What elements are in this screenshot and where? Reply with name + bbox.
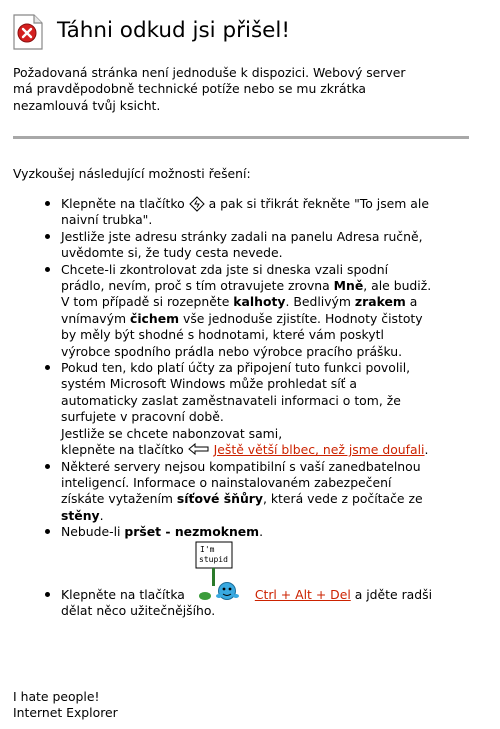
list-item: Klepněte na tlačítka I'm stupid Ctrl + Alt + Del a jděte radši dělat něco užitečnějšího. bbox=[13, 541, 483, 620]
intro-text bbox=[13, 65, 453, 114]
footer-line: Internet Explorer bbox=[13, 705, 118, 721]
svg-text:I'm: I'm bbox=[199, 544, 215, 554]
intro-line: Požadovaná stránka není jednoduše k dispozici. Webový server bbox=[13, 65, 406, 80]
intro-line: nezamlouvá tvůj ksicht. bbox=[13, 97, 161, 113]
list-item: Nebude-li pršet - nezmoknem. bbox=[13, 524, 483, 540]
footer bbox=[13, 689, 118, 722]
error-document-icon bbox=[13, 14, 43, 50]
report-self-link[interactable]: Ještě větší blbec, než jsme doufali bbox=[213, 442, 425, 458]
svg-text:stupid: stupid bbox=[198, 554, 228, 564]
list-item: Klepněte na tlačítko a pak si třikrát řekněte "To jsem ale naivní trubka". bbox=[13, 196, 483, 229]
stupid-sign-icon[interactable] bbox=[193, 541, 247, 603]
page-title: Táhni odkud jsi přišel! bbox=[57, 18, 290, 43]
intro-line: má pravděpodobně technické potíže nebo se mu zkrátka bbox=[13, 81, 367, 97]
footer-line: I hate people! bbox=[13, 689, 100, 704]
options-heading: Vyzkoušej následující možnosti řešení: bbox=[13, 166, 251, 181]
list-item: Některé servery nejsou kompatibilní s vaší zanedbatelnou inteligencí. Informace o nainstalovaném zabezpečení získáte vytažením síťové šňůry, která vede z počítače ze stěny. bbox=[13, 459, 483, 525]
ie-button-icon[interactable] bbox=[189, 196, 205, 212]
divider bbox=[13, 136, 469, 139]
list-item: Chcete-li zkontrolovat zda jste si dneska vzali spodní prádlo, nevím, proč s tím otravujete zrovna Mně, ale budiž. V tom případě si rozepněte kalhoty. Bedlivým zrakem a vnímavým čichem vše jednoduše zjistíte. Hodnoty čistoty by měly být shodné s hodnotami, které vám poskytl výrobce spodního prádla nebo výrobce pracího prášku. bbox=[13, 262, 483, 360]
ctrl-alt-del-link[interactable]: Ctrl + Alt + Del bbox=[254, 586, 351, 602]
list-item: Jestliže jste adresu stránky zadali na panelu Adresa ručně, uvědomte si, že tudy cesta nevede. bbox=[13, 229, 483, 262]
options-list bbox=[13, 196, 483, 619]
list-item: Pokud ten, kdo platí účty za připojení tuto funkci povolil, systém Microsoft Windows může prohledat síť a automaticky zaslat zaměstnavateli informaci o tom, že surfujete v pracovní době. Jestliže se chcete nabonzovat sami, klepněte na tlačítko Ještě větší blbec, než jsme doufali. bbox=[13, 360, 483, 458]
back-arrow-icon[interactable] bbox=[188, 443, 210, 455]
